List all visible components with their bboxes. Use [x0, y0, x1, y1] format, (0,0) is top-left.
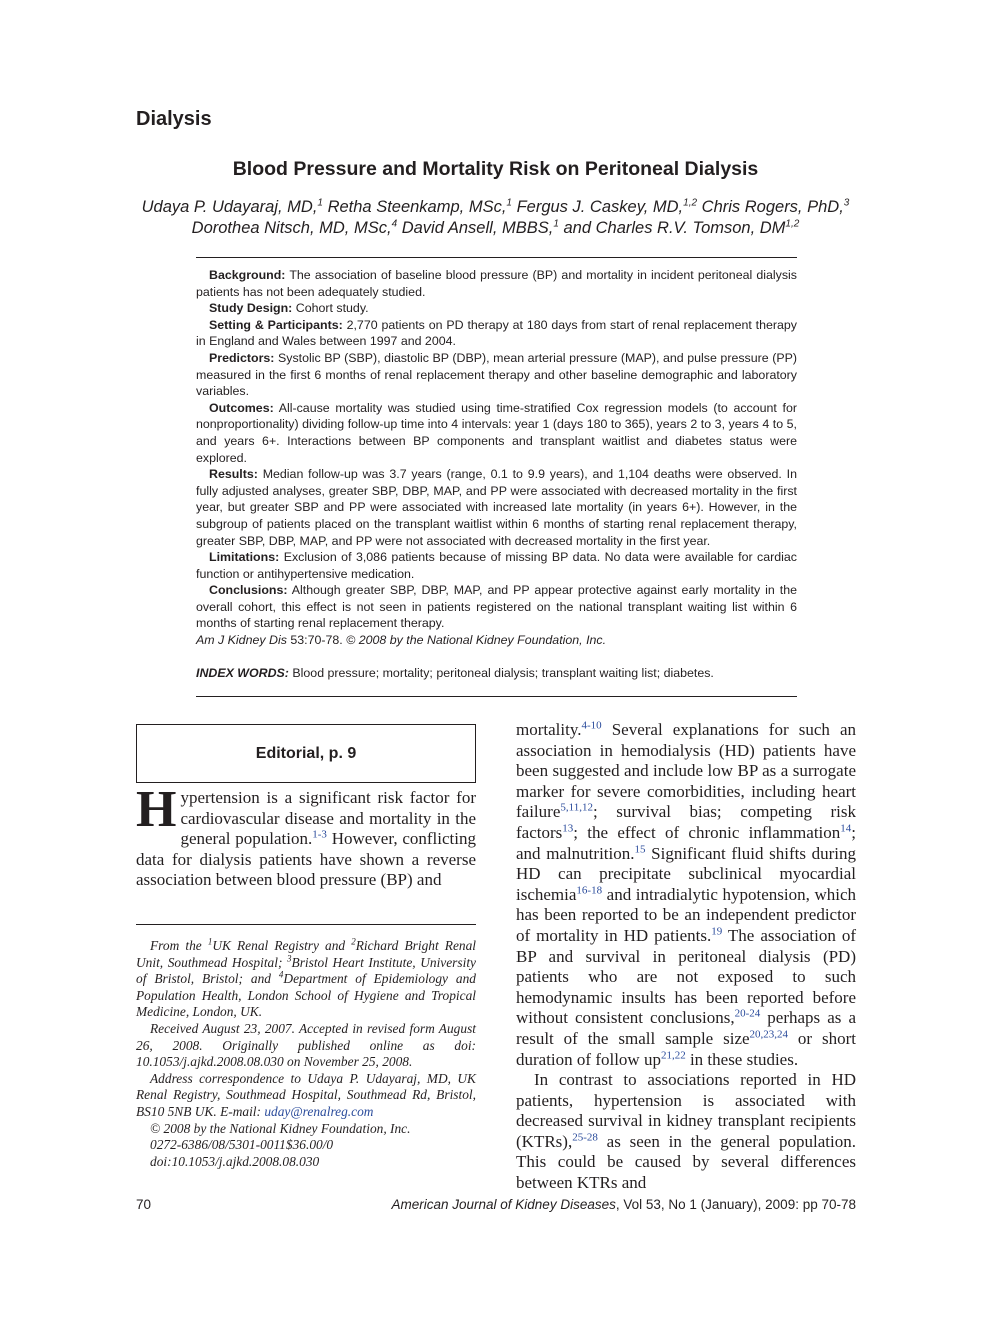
author-list: [130, 197, 861, 239]
abstract-conclusions: Conclusions: Although greater SBP, DBP, MAP, and PP appear protective against early mortality in the overall cohort, this effect is not seen in patients registered on the national transplant waiting list within 6 months of starting renal replacement therapy.: [196, 583, 797, 631]
address-footnote: Address correspondence to Udaya P. Udayaraj, MD, UK Renal Registry, Southmead Hospital, Southmead Rd, Bristol, BS10 5NB UK. E-mail: uday@renalreg.com: [136, 1070, 476, 1119]
abstract-background: Background: The association of baseline blood pressure (BP) and mortality in incident peritoneal dialysis patients has not been adequately studied.: [196, 268, 798, 299]
abstract-top-rule: [196, 257, 797, 258]
affiliation-marker: 4: [391, 218, 398, 230]
affiliation-marker: 1,2: [683, 197, 698, 209]
abstract-results: Results: Median follow-up was 3.7 years (range, 0.1 to 9.9 years), and 1,104 deaths were observed. In fully adjusted analyses, greater SBP, DBP, MAP, and PP were associated with decreased mortality in the first year, but greater SBP and PP were associated with increased late mortality (in years 6+). However, in the subgroup of patients placed on the transplant waitlist within 6 months of starting renal replacement therapy, greater SBP, DBP, MAP, and PP were not associated with decreased mortality in the first year.: [196, 467, 797, 548]
body-text: ; survival bias; competing risk factors: [516, 802, 856, 842]
author-line-1: [130, 197, 861, 218]
body-text: ; the effect of chronic inflammation: [573, 822, 841, 842]
abstract: [196, 267, 797, 681]
body-text: and intradialytic hypotension, which has been reported to be an independent predictor of mortality in HD patients.: [516, 884, 856, 945]
reference-link[interactable]: 13: [562, 822, 574, 835]
reference-link[interactable]: 4-10: [581, 719, 602, 732]
section-label: Dialysis: [136, 108, 212, 130]
author-name: David Ansell, MBBS,: [401, 219, 554, 237]
affiliations-footnote: From the $^1$UK Renal Registry and $^2$Richard Bright Renal Unit, Southmead Hospital; $^3$Bristol Heart Institute, University of Bristol, Bristol; and $^4$Department of Epidemiology and Population Health, London School of Hygiene and Tropical Medicine, London, UK.: [136, 936, 476, 1020]
issn-footnote: 0272-6386/08/5301-0011$36.00/0: [150, 1137, 334, 1153]
body-text: perhaps as a result of the small sample size: [516, 1008, 856, 1048]
affiliation-marker: 1: [506, 197, 512, 209]
affiliation-marker: 3: [843, 197, 850, 209]
abstract-bottom-rule: [196, 696, 797, 697]
author-name: Retha Steenkamp, MSc,: [327, 198, 507, 216]
body-text: The association of BP and survival in peritoneal dialysis (PD) patients who are not exposed to such hemodynamic insults has been reported before without consistent conclusions,: [516, 925, 856, 1028]
reference-link[interactable]: 25-28: [572, 1131, 598, 1144]
abstract-outcomes: Outcomes: All-cause mortality was studied using time-stratified Cox regression models (to account for nonproportionality) dividing follow-up time into 4 intervals: year 1 (days 180 to 365), years 2 to 3, years 4 to 5, and years 6+. Interactions between BP components and transplant waitlist and diabetes status were explored.: [196, 400, 798, 465]
abstract-limitations: Limitations: Exclusion of 3,086 patients because of missing BP data. No data were available for cardiac function or antihypertensive medication.: [196, 550, 797, 581]
doi-footnote: doi:10.1053/j.ajkd.2008.08.030: [150, 1153, 320, 1169]
reference-link[interactable]: 16-18: [576, 884, 603, 897]
author-name: and Charles R.V. Tomson, DM: [563, 219, 786, 237]
body-paragraph-2: [516, 1070, 856, 1194]
body-text: Several explanations for such an association in hemodialysis (HD) patients have been suggested and include low BP as a surrogate marker for severe comorbidities, including heart failure: [516, 720, 856, 822]
body-left-column: [136, 781, 476, 891]
index-words: INDEX WORDS: Blood pressure; mortality; peritoneal dialysis; transplant waiting list; diabetes.: [196, 665, 714, 680]
affiliation-marker: 1: [317, 197, 323, 209]
author-line-2: [130, 218, 861, 239]
abstract-predictors: Predictors: Systolic BP (SBP), diastolic BP (DBP), mean arterial pressure (MAP), and pulse pressure (PP) measured in the first 6 months of renal replacement therapy and other baseline demographic and laboratory variables.: [196, 350, 797, 399]
body-text: as seen in the general population. This could be caused by several differences between KTRs and: [516, 1131, 856, 1193]
reference-link[interactable]: 21,22: [660, 1048, 686, 1061]
body-text: Significant fluid shifts during HD can precipitate subclinical myocardial ischemia: [516, 843, 857, 904]
editorial-link[interactable]: Editorial, p. 9: [255, 744, 357, 762]
body-text: In contrast to associations reported in HD patients, hypertension is associated with decreased survival in kidney transplant recipients (KTRs),: [516, 1070, 856, 1151]
affiliation-marker: 1,2: [785, 218, 800, 230]
author-name: Udaya P. Udayaraj, MD,: [141, 198, 318, 216]
abstract-study-design: Study Design: Cohort study.: [209, 301, 369, 316]
abstract-citation: Am J Kidney Dis 53:70-78. © 2008 by the National Kidney Foundation, Inc.: [196, 633, 607, 648]
body-text: or short duration of follow up: [516, 1028, 856, 1069]
drop-cap: H: [136, 781, 177, 838]
editorial-box[interactable]: [136, 724, 476, 783]
reference-link[interactable]: 5,11,12: [560, 801, 593, 814]
reference-link[interactable]: 19: [711, 925, 723, 938]
intro-paragraph: Hypertension is a significant risk factor for cardiovascular disease and mortality in the general population.$^{1-3}$ However, conflicting data for dialysis patients have shown a reverse association between blood pressure (BP) and: [136, 781, 476, 890]
reference-link[interactable]: 1-3: [312, 828, 327, 841]
footnote-rule: [136, 924, 476, 925]
email-link[interactable]: uday@renalreg.com: [264, 1103, 374, 1119]
body-text: mortality.: [516, 720, 582, 739]
body-text: ; and malnutrition.: [516, 822, 856, 863]
article-title: Blood Pressure and Mortality Risk on Peritoneal Dialysis: [232, 158, 759, 180]
reference-link[interactable]: 20-24: [734, 1007, 761, 1020]
copyright-footnote: © 2008 by the National Kidney Foundation, Inc.: [150, 1120, 411, 1136]
body-right-column: [516, 720, 856, 1194]
abstract-setting: Setting & Participants: 2,770 patients on PD therapy at 180 days from start of renal replacement therapy in England and Wales between 1997 and 2004.: [196, 317, 797, 349]
body-text: in these studies.: [685, 1049, 799, 1069]
reference-link[interactable]: 20,23,24: [749, 1028, 789, 1041]
page-number: 70: [136, 1197, 152, 1212]
author-name: Fergus J. Caskey, MD,: [516, 198, 684, 216]
body-paragraph-1: [516, 720, 856, 1070]
author-name: Dorothea Nitsch, MD, MSc,: [191, 219, 392, 237]
footnotes: [136, 938, 476, 1170]
received-footnote: Received August 23, 2007. Accepted in revised form August 26, 2008. Originally published online as doi: 10.1053/j.ajkd.2008.08.030 on November 25, 2008.: [136, 1020, 476, 1070]
reference-link[interactable]: 15: [634, 842, 646, 855]
author-name: Chris Rogers, PhD,: [701, 198, 844, 216]
journal-footer: American Journal of Kidney Diseases, Vol 53, No 1 (January), 2009: pp 70-78: [391, 1197, 856, 1212]
affiliation-marker: 1: [553, 218, 559, 230]
reference-link[interactable]: 14: [840, 822, 852, 835]
